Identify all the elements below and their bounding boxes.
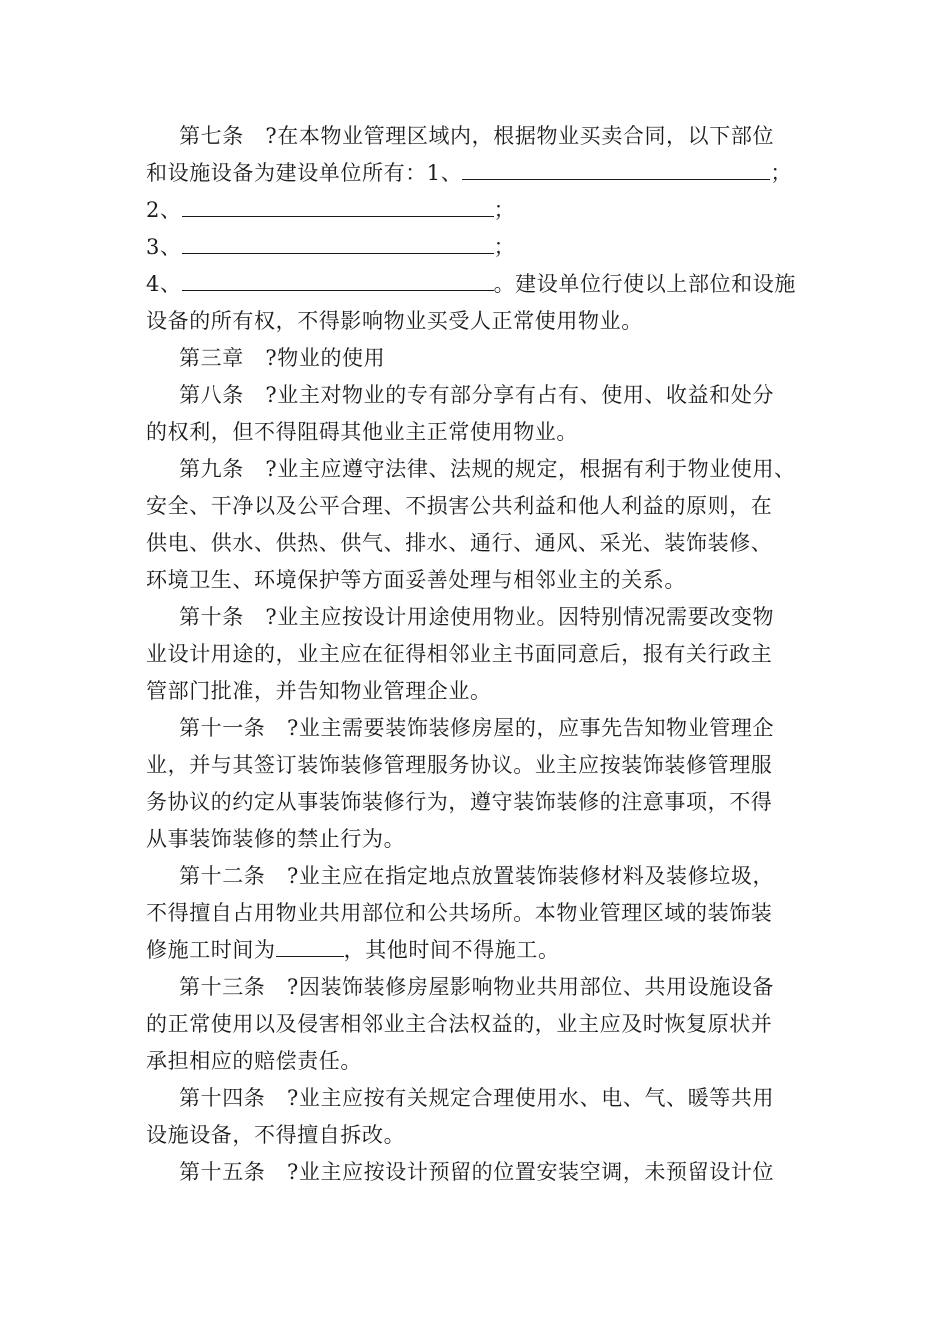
text-line: [146, 266, 806, 303]
line-text: 3、: [146, 235, 182, 259]
line-text: 的正常使用以及侵害相邻业主合法权益的，业主应及时恢复原状并: [146, 1012, 773, 1036]
text-line: [146, 821, 806, 858]
line-text: 第三章 ?物业的使用: [179, 346, 386, 370]
line-text-after-blank: ；: [770, 161, 792, 185]
line-text: 供电、供水、供热、供气、排水、通行、通风、采光、装饰装修、: [146, 531, 773, 555]
text-line: [146, 747, 806, 784]
line-text-after-blank: ，其他时间不得施工。: [343, 938, 560, 962]
text-line: [146, 969, 806, 1006]
text-line: [146, 303, 806, 340]
text-line: [146, 229, 806, 266]
text-line: [146, 155, 806, 192]
line-text-after-blank: ；: [493, 235, 516, 259]
fill-in-blank: [182, 194, 494, 217]
text-line: [146, 525, 806, 562]
line-text: 管部门批准，并告知物业管理企业。: [146, 679, 492, 703]
line-text: 设施设备，不得擅自拆改。: [146, 1123, 406, 1147]
line-text: 不得擅自占用物业共用部位和公共场所。本物业管理区域的装饰装: [146, 901, 773, 925]
text-line: [146, 451, 806, 488]
line-text: 第七条 ?在本物业管理区域内，根据物业买卖合同，以下部位: [179, 124, 775, 148]
line-text-after-blank: 。建设单位行使以上部位和设施: [493, 272, 796, 296]
fill-in-blank: [276, 934, 344, 957]
line-text: 承担相应的赔偿责任。: [146, 1049, 362, 1073]
line-text: 4、: [146, 272, 182, 296]
line-text: 和设施设备为建设单位所有：1、: [146, 161, 463, 185]
text-line: [146, 858, 806, 895]
line-text: 修施工时间为: [146, 938, 276, 962]
line-text: 第十二条 ?业主应在指定地点放置装饰装修材料及装修垃圾，: [179, 864, 775, 888]
text-line: [146, 673, 806, 710]
text-line: [146, 414, 806, 451]
line-text: 第八条 ?业主对物业的专有部分享有占有、使用、收益和处分: [179, 383, 775, 407]
text-line: [146, 562, 806, 599]
line-text: 第十条 ?业主应按设计用途使用物业。因特别情况需要改变物: [179, 605, 775, 629]
line-text: 第十一条 ?业主需要装饰装修房屋的，应事先告知物业管理企: [179, 716, 775, 740]
line-text: 从事装饰装修的禁止行为。: [146, 827, 406, 851]
fill-in-blank: [182, 231, 494, 254]
text-line: [146, 784, 806, 821]
text-line: [146, 118, 806, 155]
text-line: [146, 1043, 806, 1080]
line-text: 第十三条 ?因装饰装修房屋影响物业共用部位、共用设施设备: [179, 975, 775, 999]
text-line: [146, 599, 806, 636]
text-line: [146, 192, 806, 229]
text-line: [146, 1117, 806, 1154]
text-line: [146, 1006, 806, 1043]
line-text: 环境卫生、环境保护等方面妥善处理与相邻业主的关系。: [146, 568, 686, 592]
text-line: [146, 488, 806, 525]
line-text: 业设计用途的，业主应在征得相邻业主书面同意后，报有关行政主: [146, 642, 773, 666]
line-text: 业，并与其签订装饰装修管理服务协议。业主应按装饰装修管理服: [146, 753, 773, 777]
text-line: [146, 636, 806, 673]
text-line: [146, 710, 806, 747]
fill-in-blank: [182, 268, 494, 291]
document-page: [146, 118, 806, 1191]
text-line: [146, 1080, 806, 1117]
line-text: 2、: [146, 198, 182, 222]
text-line: [146, 895, 806, 932]
line-text: 的权利，但不得阻碍其他业主正常使用物业。: [146, 420, 578, 444]
line-text: 第十四条 ?业主应按有关规定合理使用水、电、气、暖等共用: [179, 1086, 775, 1110]
line-text: 第九条 ?业主应遵守法律、法规的规定，根据有利于物业使用、: [179, 457, 796, 481]
fill-in-blank: [462, 157, 770, 180]
line-text: 第十五条 ?业主应按设计预留的位置安装空调，未预留设计位: [179, 1160, 775, 1184]
text-line: [146, 377, 806, 414]
text-line: [146, 340, 806, 377]
line-text: 安全、干净以及公平合理、不损害公共利益和他人利益的原则，在: [146, 494, 773, 518]
line-text-after-blank: ；: [493, 198, 516, 222]
line-text: 务协议的约定从事装饰装修行为，遵守装饰装修的注意事项，不得: [146, 790, 773, 814]
line-text: 设备的所有权，不得影响物业买受人正常使用物业。: [146, 309, 643, 333]
text-line: [146, 932, 806, 969]
text-line: [146, 1154, 806, 1191]
